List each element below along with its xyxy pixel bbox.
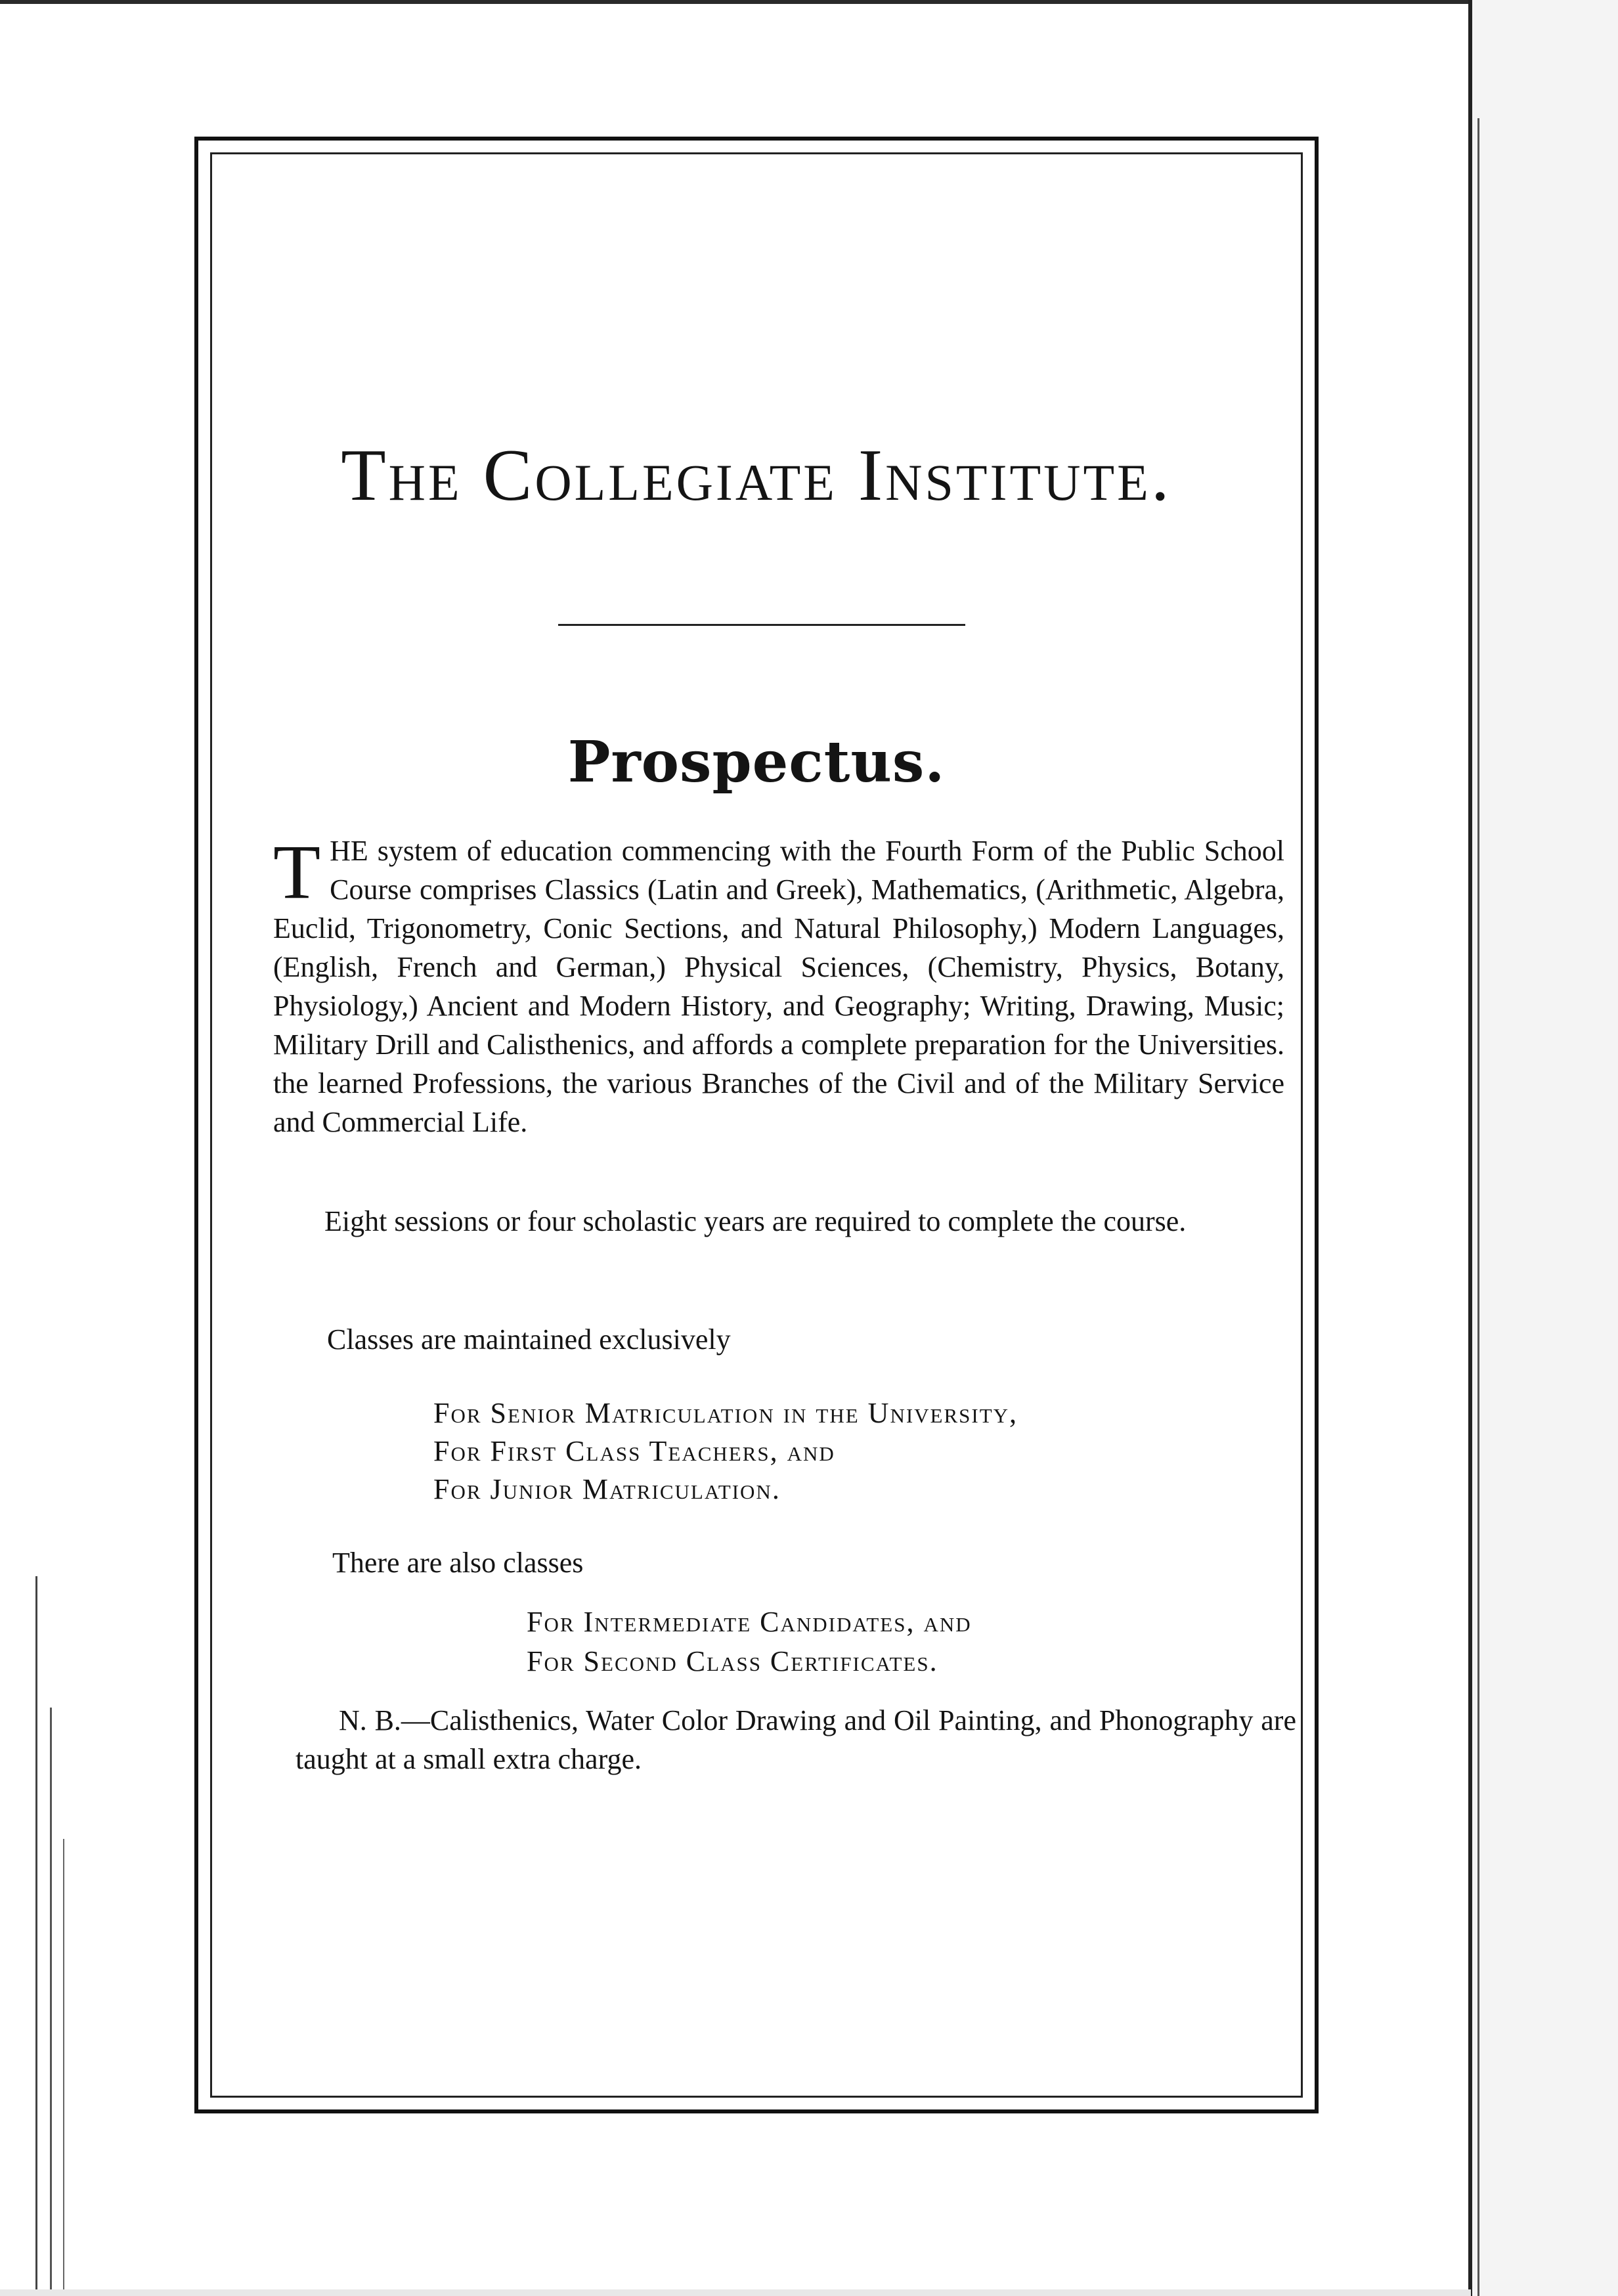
title-divider <box>558 624 965 626</box>
scan-page-edge-left <box>35 1576 37 2296</box>
scan-edge-top <box>0 0 1618 4</box>
also-class-list-item: For Intermediate Candidates, and <box>527 1606 972 1638</box>
nota-bene-paragraph: N. B.—Calisthenics, Water Color Drawing and Oil Painting, and Phonography are taught at a small extra charge. <box>295 1704 1296 1775</box>
also-classes-intro: There are also classes <box>332 1547 584 1579</box>
prospectus-paragraph-text: HE system of education commencing with the Fourth Form of the Public School Course comprises Classics (Latin and Greek), Mathematics, (Arithmetic, Algebra, Euclid, Trigonometry, Conic Sections, and Natural Philosophy,) Modern Languages, (English, French and German,) Physical Sciences, (Chemistry, Physics, Botany, Physiology,) Ancient and Modern History, and Geography; Writing, Drawing, Music; Military Drill and Calisthenics, and affords a complete preparation for the Universities. the learned Professions, the various Branches of the Civil and of the Military Service and Commercial Life. <box>273 835 1284 1138</box>
drop-cap: T <box>273 829 321 915</box>
scan-edge-right-strip <box>1472 0 1618 2296</box>
scan-page-edge-left <box>50 1708 52 2296</box>
prospectus-paragraph <box>273 831 1284 1141</box>
classes-intro: Classes are maintained exclusively <box>327 1323 731 1356</box>
also-class-list-item: For Second Class Certificates. <box>527 1645 938 1677</box>
page-title: The Collegiate Institute. <box>341 435 1172 516</box>
class-list-item: For Junior Matriculation. <box>433 1473 781 1505</box>
class-list-item: For Senior Matriculation in the University, <box>433 1397 1018 1429</box>
section-heading: Prospectus. <box>567 729 946 795</box>
scan-edge-right-inner <box>1477 118 1479 2296</box>
sessions-paragraph: Eight sessions or four scholastic years are required to complete the course. <box>324 1205 1187 1237</box>
scan-edge-bottom <box>0 2289 1471 2296</box>
class-list-item: For First Class Teachers, and <box>433 1435 835 1467</box>
scan-edge-right <box>1468 0 1472 2296</box>
scan-page-edge-left <box>63 1839 64 2296</box>
